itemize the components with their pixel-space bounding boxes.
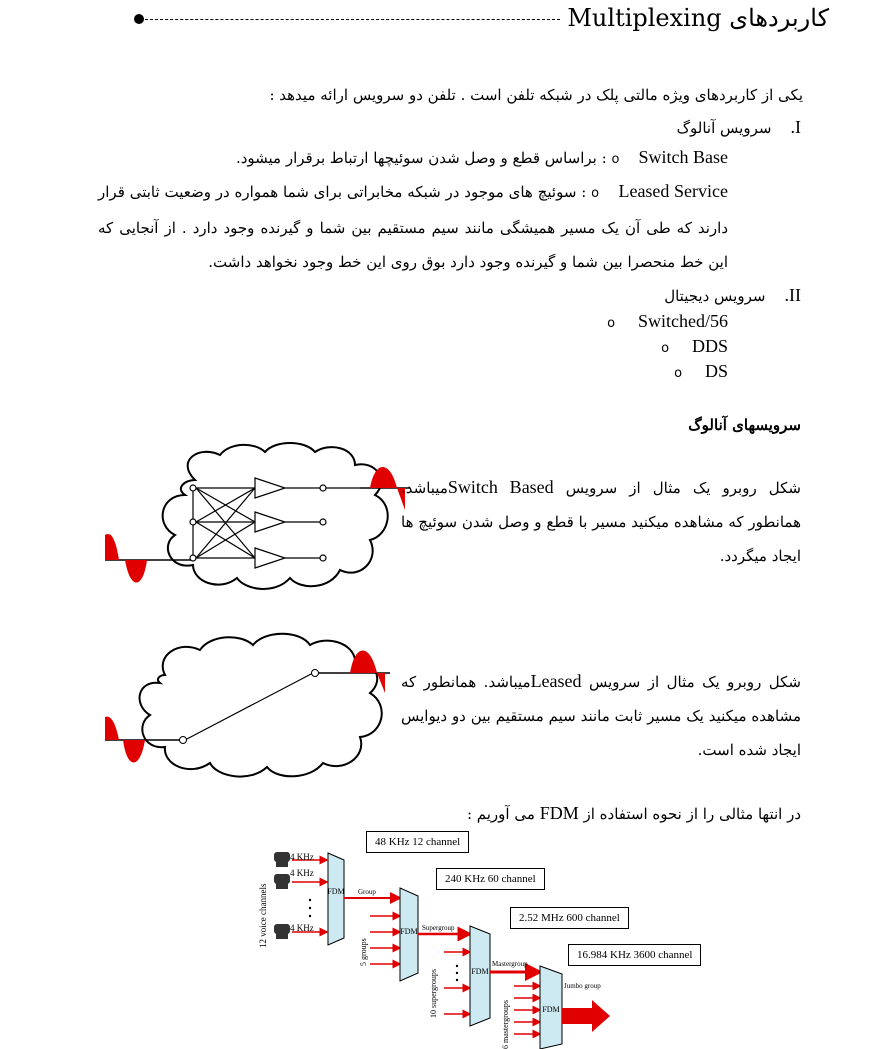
bullet-icon: o — [611, 152, 620, 167]
analog-services-heading: سرویسهای آنالوگ — [688, 416, 801, 434]
box-48khz: 48 KHz 12 channel — [366, 831, 469, 853]
fdm-label: FDM — [471, 967, 489, 976]
section2-number: II. — [784, 285, 801, 305]
leased-service-text: : سوئیچ های موجود در شبکه مخابراتی برای شما همواره در وضعیت ثابتی قرار دارند که طی آن یک مسیر همیشگی مانند سیم مستقیم بین شما و گیرنده وجود دارد . از آنجایی که این خط منحصرا بین شما و گیرنده وجود دارد بوق روی این خط وجود نخواهد داشت. — [98, 183, 728, 271]
fdm-mux — [470, 926, 490, 1026]
bullet-icon: o — [607, 316, 616, 331]
stage-label-supergroup: Supergroup — [422, 924, 455, 932]
switch-base-text: : براساس قطع و وصل شدن سوئیچها ارتباط برقرار میشود. — [235, 149, 607, 167]
switch-desc-post: میباشد. همانطور که مشاهده میکنید مسیر با قطع و وصل شدن سوئیچ ها ایجاد میگردد. — [401, 479, 801, 565]
side-label-voice-channels: 12 voice channels — [258, 883, 268, 948]
stage-label-group: Group — [358, 888, 376, 896]
signal-wave — [105, 534, 119, 560]
list-item — [428, 310, 728, 335]
fdm-intro-post: می آوریم : — [466, 805, 535, 823]
leased-desc-term: Leased — [530, 671, 582, 691]
fdm-label: FDM — [542, 1005, 560, 1014]
side-label-supergroups: 10 supergroups — [429, 969, 438, 1018]
switch-base-term: Switch Base — [638, 147, 728, 167]
leased-service-term: Leased Service — [618, 181, 728, 201]
switch-based-description — [401, 470, 801, 573]
signal-wave — [105, 717, 119, 740]
fdm-label: FDM — [327, 887, 345, 896]
stage-label-jumbo-group: Jumbo group — [564, 982, 601, 990]
service-label: DS — [704, 361, 728, 381]
section2-heading — [501, 278, 801, 313]
list-item-leased-service — [98, 174, 728, 279]
leased-desc-pre: شکل روبرو یک مثال از سرویس — [588, 673, 801, 691]
leased-figure — [105, 625, 390, 795]
list-item-switch-base — [128, 140, 728, 177]
intro-text: یکی از کاربردهای ویژه مالتی پلک در شبکه تلفن است . تلفن دو سرویس ارائه میدهد : — [269, 86, 803, 104]
signal-wave — [123, 740, 145, 763]
service-label: DDS — [691, 336, 728, 356]
leased-desc-post: میباشد. همانطور که مشاهده میکنید یک مسیر ثابت مانند سیم مستقیم بین دو دیوایس ایجاد شده است. — [401, 673, 801, 759]
fdm-mux — [328, 853, 344, 945]
switch-based-figure — [105, 440, 410, 610]
cloud-shape — [140, 634, 382, 777]
fdm-intro-term: FDM — [539, 803, 579, 823]
stage-label-mastergroup: Mastergroup — [492, 960, 528, 968]
box-240khz: 240 KHz 60 channel — [436, 868, 545, 890]
jumbo-arrow — [562, 1000, 610, 1032]
page-title: کاربردهای Multiplexing — [567, 4, 829, 32]
signal-wave — [377, 673, 385, 693]
cloud-shape — [163, 443, 388, 589]
fdm-label: FDM — [400, 927, 418, 936]
title-dashed-line — [140, 19, 560, 20]
section1-number: I. — [790, 117, 801, 137]
list-item — [428, 335, 728, 360]
bullet-icon: o — [591, 186, 600, 201]
input-label-4khz: 4 KHz — [290, 868, 314, 878]
switch-desc-term: Switch Based — [447, 477, 554, 497]
fdm-hierarchy-diagram — [252, 848, 622, 1049]
digital-services-list — [428, 310, 728, 385]
service-label: Switched/56 — [638, 311, 728, 331]
bullet-icon: o — [661, 341, 670, 356]
side-label-mastergroups: 6 mastergroups — [501, 1000, 510, 1049]
input-label-4khz: 4 KHz — [290, 923, 314, 933]
fdm-intro-pre: در انتها مثالی را از نحوه استفاده از — [583, 805, 801, 823]
box-16-984khz: 16.984 KHz 3600 channel — [568, 944, 701, 966]
bullet-icon: o — [674, 366, 683, 381]
box-2-52mhz: 2.52 MHz 600 channel — [510, 907, 629, 929]
signal-wave — [125, 560, 147, 583]
leased-description — [401, 664, 801, 767]
fdm-intro — [301, 796, 801, 831]
section2-title: سرویس دیجیتال — [664, 287, 766, 305]
input-label-4khz: 4 KHz — [290, 852, 314, 862]
switch-desc-pre: شکل روبرو یک مثال از سرویس — [565, 479, 801, 497]
section1-title: سرویس آنالوگ — [676, 119, 772, 137]
list-item — [428, 360, 728, 385]
telephone-icon — [274, 852, 290, 939]
side-label-groups: 5 groups — [359, 938, 368, 966]
